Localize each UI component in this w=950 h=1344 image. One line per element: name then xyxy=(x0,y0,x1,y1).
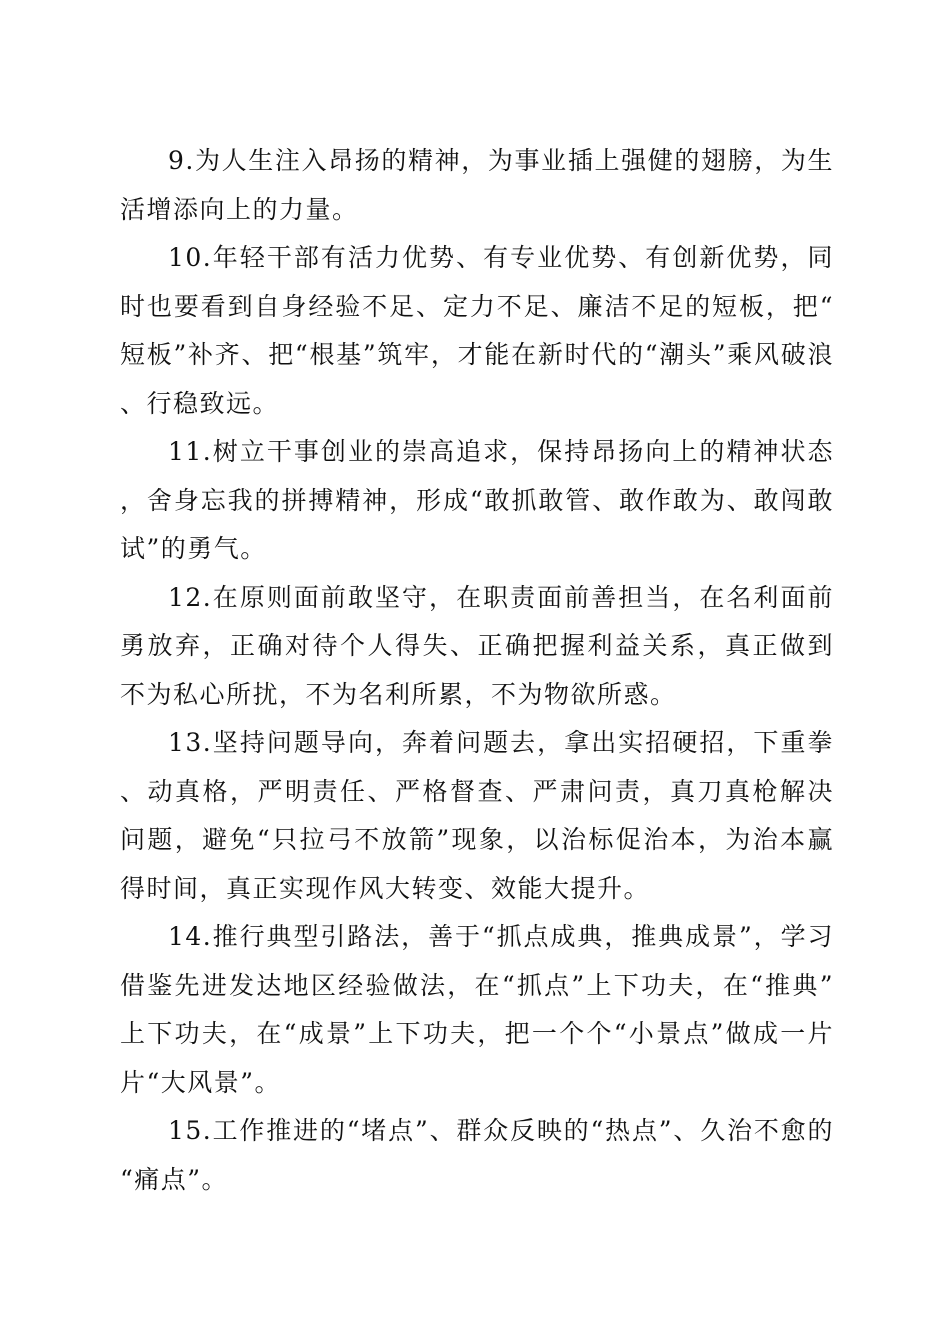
paragraph-15: 15.工作推进的“堵点”、群众反映的“热点”、久治不愈的“痛点”。 xyxy=(120,1116,834,1194)
paragraph-13: 13.坚持问题导向，奔着问题去，拿出实招硬招，下重拳、动真格，严明责任、严格督查、严肃问责，真刀真枪解决问题，避免“只拉弓不放箭”现象，以治标促治本，为治本赢得时间，真正实现作风大转变、效能大提升。 xyxy=(120,728,834,903)
paragraph-14: 14.推行典型引路法，善于“抓点成典，推典成景”，学习借鉴先进发达地区经验做法，在“抓点”上下功夫，在“推典”上下功夫，在“成景”上下功夫，把一个个“小景点”做成一片片“大风景”。 xyxy=(120,922,834,1097)
paragraph-10: 10.年轻干部有活力优势、有专业优势、有创新优势，同时也要看到自身经验不足、定力不足、廉洁不足的短板，把“短板”补齐、把“根基”筑牢，才能在新时代的“潮头”乘风破浪、行稳致远。 xyxy=(120,243,834,418)
paragraph-12: 12.在原则面前敢坚守，在职责面前善担当，在名利面前勇放弃，正确对待个人得失、正确把握利益关系，真正做到不为私心所扰，不为名利所累，不为物欲所惑。 xyxy=(120,582,834,709)
paragraph-11: 11.树立干事创业的崇高追求，保持昂扬向上的精神状态，舍身忘我的拼搏精神，形成“敢抓敢管、敢作敢为、敢闯敢试”的勇气。 xyxy=(120,437,834,563)
document-body xyxy=(120,137,834,1204)
paragraph-9: 9.为人生注入昂扬的精神，为事业插上强健的翅膀，为生活增添向上的力量。 xyxy=(120,146,834,224)
